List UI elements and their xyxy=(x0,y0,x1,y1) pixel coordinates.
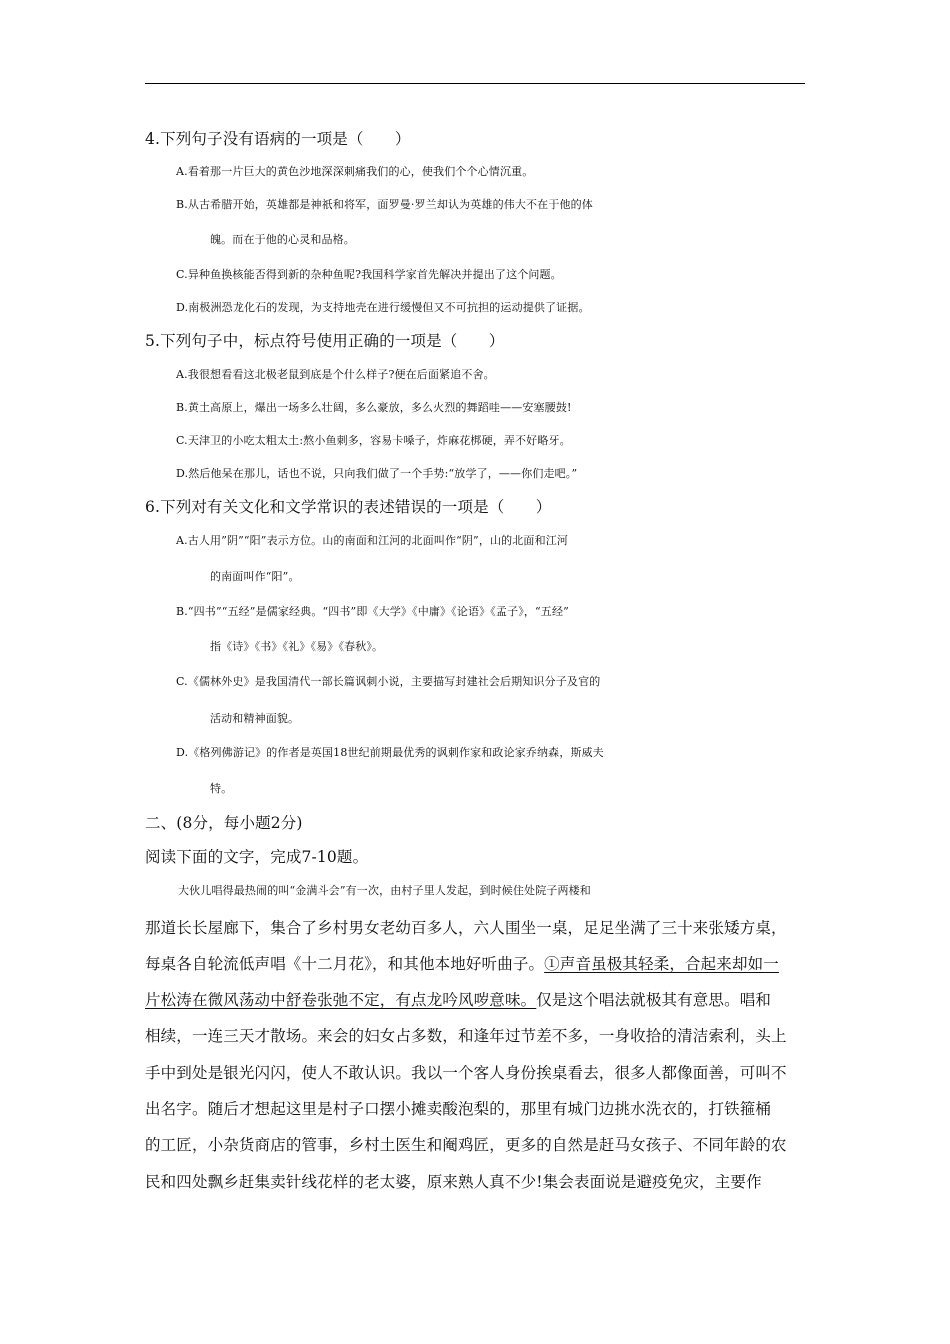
q5-option-b: B.黄土高原上，爆出一场多么壮阔，多么豪放，多么火烈的舞蹈哇——安塞腰鼓! xyxy=(176,401,572,414)
underlined-sentence-1: ①声音虽极其轻柔，合起来却如一 xyxy=(544,955,779,973)
passage-line-4 xyxy=(145,990,808,1010)
passage-text: 仅是这个唱法就极其有意思。唱和 xyxy=(536,991,772,1009)
q5-option-c: C.天津卫的小吃太粗太土:熬小鱼刺多，容易卡嗓子，炸麻花梆硬，弄不好略牙。 xyxy=(176,434,571,447)
q4-option-b-cont: 魄。而在于他的心灵和品格。 xyxy=(210,233,355,246)
passage-line-5: 相续，一连三天才散场。来会的妇女占多数，和逢年过节差不多，一身收拾的清洁索利，头上 xyxy=(145,1027,787,1045)
q6-option-b-cont: 指《诗》《书》《礼》《易》《春秋》。 xyxy=(210,640,384,653)
passage-line-7: 出名字。随后才想起这里是村子口摆小摊卖酸泡梨的，那里有城门边挑水洗衣的，打铁箍桶 xyxy=(145,1100,772,1118)
q5-stem: 5.下列句子中，标点符号使用正确的一项是（ ） xyxy=(145,332,505,350)
q4-option-a: A.看着那一片巨大的黄色沙地深深刺痛我们的心，使我们个个心情沉重。 xyxy=(176,165,534,178)
q6-option-a: A.古人用”阴”“阳”表示方位。山的南面和江河的北面叫作“阴”，山的北面和江河 xyxy=(176,534,569,547)
q6-stem: 6.下列对有关文化和文学常识的表述错误的一项是（ ） xyxy=(145,498,552,516)
q6-option-d: D.《格列佛游记》的作者是英国18世纪前期最优秀的讽刺作家和政论家乔纳森，斯威夫 xyxy=(176,746,604,759)
q6-option-c-cont: 活动和精神面貌。 xyxy=(210,712,300,725)
q4-stem: 4.下列句子没有语病的一项是（ ） xyxy=(145,130,411,148)
header-rule xyxy=(145,83,805,84)
q5-option-d: D.然后他呆在那儿，话也不说，只向我们做了一个手势:“放学了，——你们走吧。” xyxy=(176,467,578,480)
q5-option-a: A.我很想看看这北极老鼠到底是个什么样子?便在后面紧追不舍。 xyxy=(176,368,495,381)
q4-option-d: D.南极洲恐龙化石的发现，为支持地壳在进行缓慢但又不可抗担的运动提供了证据。 xyxy=(176,301,590,314)
section-heading: 二、(8分，每小题2分) xyxy=(145,814,303,832)
q6-option-a-cont: 的南面叫作“阳”。 xyxy=(210,570,300,583)
passage-line-2: 那道长长屋廊下，集合了乡村男女老幼百多人，六人围坐一桌，足足坐满了三十来张矮方桌， xyxy=(145,919,787,937)
q4-option-c: C.异种鱼换核能否得到新的杂种鱼呢?我国科学家首先解决并提出了这个问题。 xyxy=(176,268,562,281)
q6-option-c: C.《儒林外史》是我国清代一部长篇讽刺小说，主要描写封建社会后期知识分子及官的 xyxy=(176,675,601,688)
q4-option-b: B.从古希腊开始，英雄都是神祇和将军，面罗曼·罗兰却认为英雄的伟大不在于他的体 xyxy=(176,198,593,211)
passage-line-3 xyxy=(145,954,808,974)
q6-option-b: B.“四书”“五经”是儒家经典。“四书”即《大学》《中庸》《论语》《孟子》，“五经” xyxy=(176,605,569,618)
passage-line-6: 手中到处是银光闪闪，使人不敢认识。我以一个客人身份挨桌看去，很多人都像面善，可叫不 xyxy=(145,1064,787,1082)
passage-line-8: 的工匠，小杂货商店的管事，乡村土医生和阉鸡匠，更多的自然是赶马女孩子、不同年龄的农 xyxy=(145,1136,787,1154)
passage-text: 每桌各自轮流低声唱《十二月花》，和其他本地好听曲子。 xyxy=(145,955,545,973)
section-instruction: 阅读下面的文字，完成7-10题。 xyxy=(145,848,369,866)
q6-option-d-cont: 特。 xyxy=(210,782,233,795)
passage-line-9: 民和四处飘乡赶集卖针线花样的老太婆，原来熟人真不少!集会表面说是避疫免灾，主要作 xyxy=(145,1173,762,1191)
passage-line-1: 大伙儿唱得最热闹的叫“金满斗会”有一次，由村子里人发起，到时候住处院子两楼和 xyxy=(178,884,591,897)
underlined-sentence-1-cont: 片松涛在微风荡动中舒卷张弛不定，有点龙吟风哕意味。 xyxy=(145,991,537,1009)
